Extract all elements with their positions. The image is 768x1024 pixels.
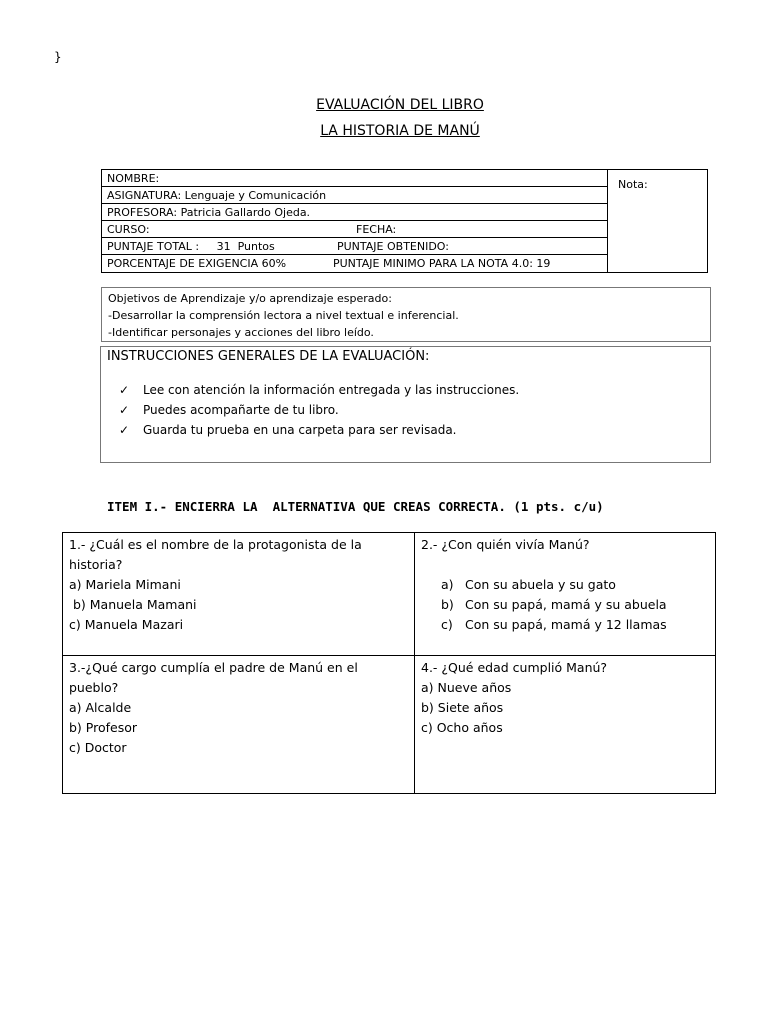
- instruction-text: Puedes acompañarte de tu libro.: [143, 403, 339, 417]
- objectives-heading: Objetivos de Aprendizaje y/o aprendizaje esperado:: [108, 292, 392, 305]
- checkmark-icon: ✓: [119, 423, 130, 437]
- answer-options: [421, 575, 709, 635]
- answer-option[interactable]: b) Profesor: [69, 720, 138, 735]
- page-subtitle: LA HISTORIA DE MANÚ: [320, 123, 480, 139]
- question-text: 2.- ¿Con quién vivía Manú?: [421, 537, 590, 552]
- instruction-text: Lee con atención la información entregada y las instrucciones.: [143, 383, 520, 397]
- row-asignatura: [102, 187, 607, 204]
- instruction-item: [119, 380, 704, 400]
- question-text: 3.-¿Qué cargo cumplía el padre de Manú en el pueblo?: [69, 660, 358, 695]
- answer-option[interactable]: b) Manuela Mamani: [69, 597, 197, 612]
- question-text: 4.- ¿Qué edad cumplió Manú?: [421, 660, 608, 675]
- objective-item: -Desarrollar la comprensión lectora a nivel textual e inferencial.: [108, 309, 459, 322]
- instruction-item: [119, 400, 704, 420]
- option-letter: a): [441, 577, 454, 592]
- answer-option[interactable]: a) Mariela Mimani: [69, 577, 181, 592]
- option-text: Con su papá, mamá y su abuela: [465, 597, 667, 612]
- question-1: [63, 533, 415, 656]
- nota-cell[interactable]: [607, 170, 707, 272]
- objectives-box: [101, 287, 711, 342]
- student-info-table: [101, 169, 708, 273]
- answer-option[interactable]: [441, 575, 709, 595]
- instruction-text: Guarda tu prueba en una carpeta para ser revisada.: [143, 423, 457, 437]
- checkmark-icon: ✓: [119, 383, 130, 397]
- nota-label: Nota:: [618, 178, 648, 191]
- option-text: Con su papá, mamá y 12 llamas: [465, 617, 667, 632]
- answer-option[interactable]: a) Nueve años: [421, 680, 512, 695]
- answer-option[interactable]: a) Alcalde: [69, 700, 132, 715]
- instructions-box: [100, 346, 711, 463]
- row-curso-fecha: [102, 221, 607, 238]
- instructions-list: [107, 380, 704, 440]
- option-letter: c): [441, 617, 453, 632]
- porcentaje-label: PORCENTAJE DE EXIGENCIA 60%: [107, 257, 287, 270]
- answer-option[interactable]: c) Manuela Mazari: [69, 617, 184, 632]
- puntaje-minimo-label: PUNTAJE MINIMO PARA LA NOTA 4.0: 19: [333, 257, 551, 270]
- option-text: Con su abuela y su gato: [465, 577, 616, 592]
- curso-label: CURSO:: [107, 223, 150, 236]
- option-letter: b): [441, 597, 454, 612]
- answer-option[interactable]: [441, 595, 709, 615]
- puntaje-obtenido-label: PUNTAJE OBTENIDO:: [337, 240, 449, 253]
- row-puntaje: [102, 238, 607, 255]
- question-4: [415, 656, 715, 793]
- checkmark-icon: ✓: [119, 403, 130, 417]
- questions-table: [62, 532, 716, 794]
- fecha-label: FECHA:: [356, 223, 397, 236]
- item-heading: ITEM I.- ENCIERRA LA ALTERNATIVA QUE CREAS CORRECTA. (1 pts. c/u): [107, 499, 604, 514]
- answer-option[interactable]: b) Siete años: [421, 700, 504, 715]
- question-3: [63, 656, 415, 793]
- objective-item: -Identificar personajes y acciones del libro leído.: [108, 326, 374, 339]
- row-porcentaje: [102, 255, 607, 272]
- puntaje-total-label: PUNTAJE TOTAL : 31 Puntos: [107, 240, 275, 253]
- row-profesora: [102, 204, 607, 221]
- asignatura-label: ASIGNATURA: Lenguaje y Comunicación: [107, 189, 327, 202]
- instructions-heading: INSTRUCCIONES GENERALES DE LA EVALUACIÓN:: [107, 349, 430, 364]
- row-nombre: [102, 170, 607, 187]
- nombre-label: NOMBRE:: [107, 172, 160, 185]
- profesora-label: PROFESORA: Patricia Gallardo Ojeda.: [107, 206, 311, 219]
- answer-option[interactable]: c) Doctor: [69, 740, 127, 755]
- answer-option[interactable]: c) Ocho años: [421, 720, 503, 735]
- stray-mark: }: [54, 50, 62, 64]
- instruction-item: [119, 420, 704, 440]
- question-text: 1.- ¿Cuál es el nombre de la protagonista de la historia?: [69, 537, 362, 572]
- question-2: [415, 533, 715, 656]
- page-title: EVALUACIÓN DEL LIBRO: [316, 97, 484, 113]
- answer-option[interactable]: [441, 615, 709, 635]
